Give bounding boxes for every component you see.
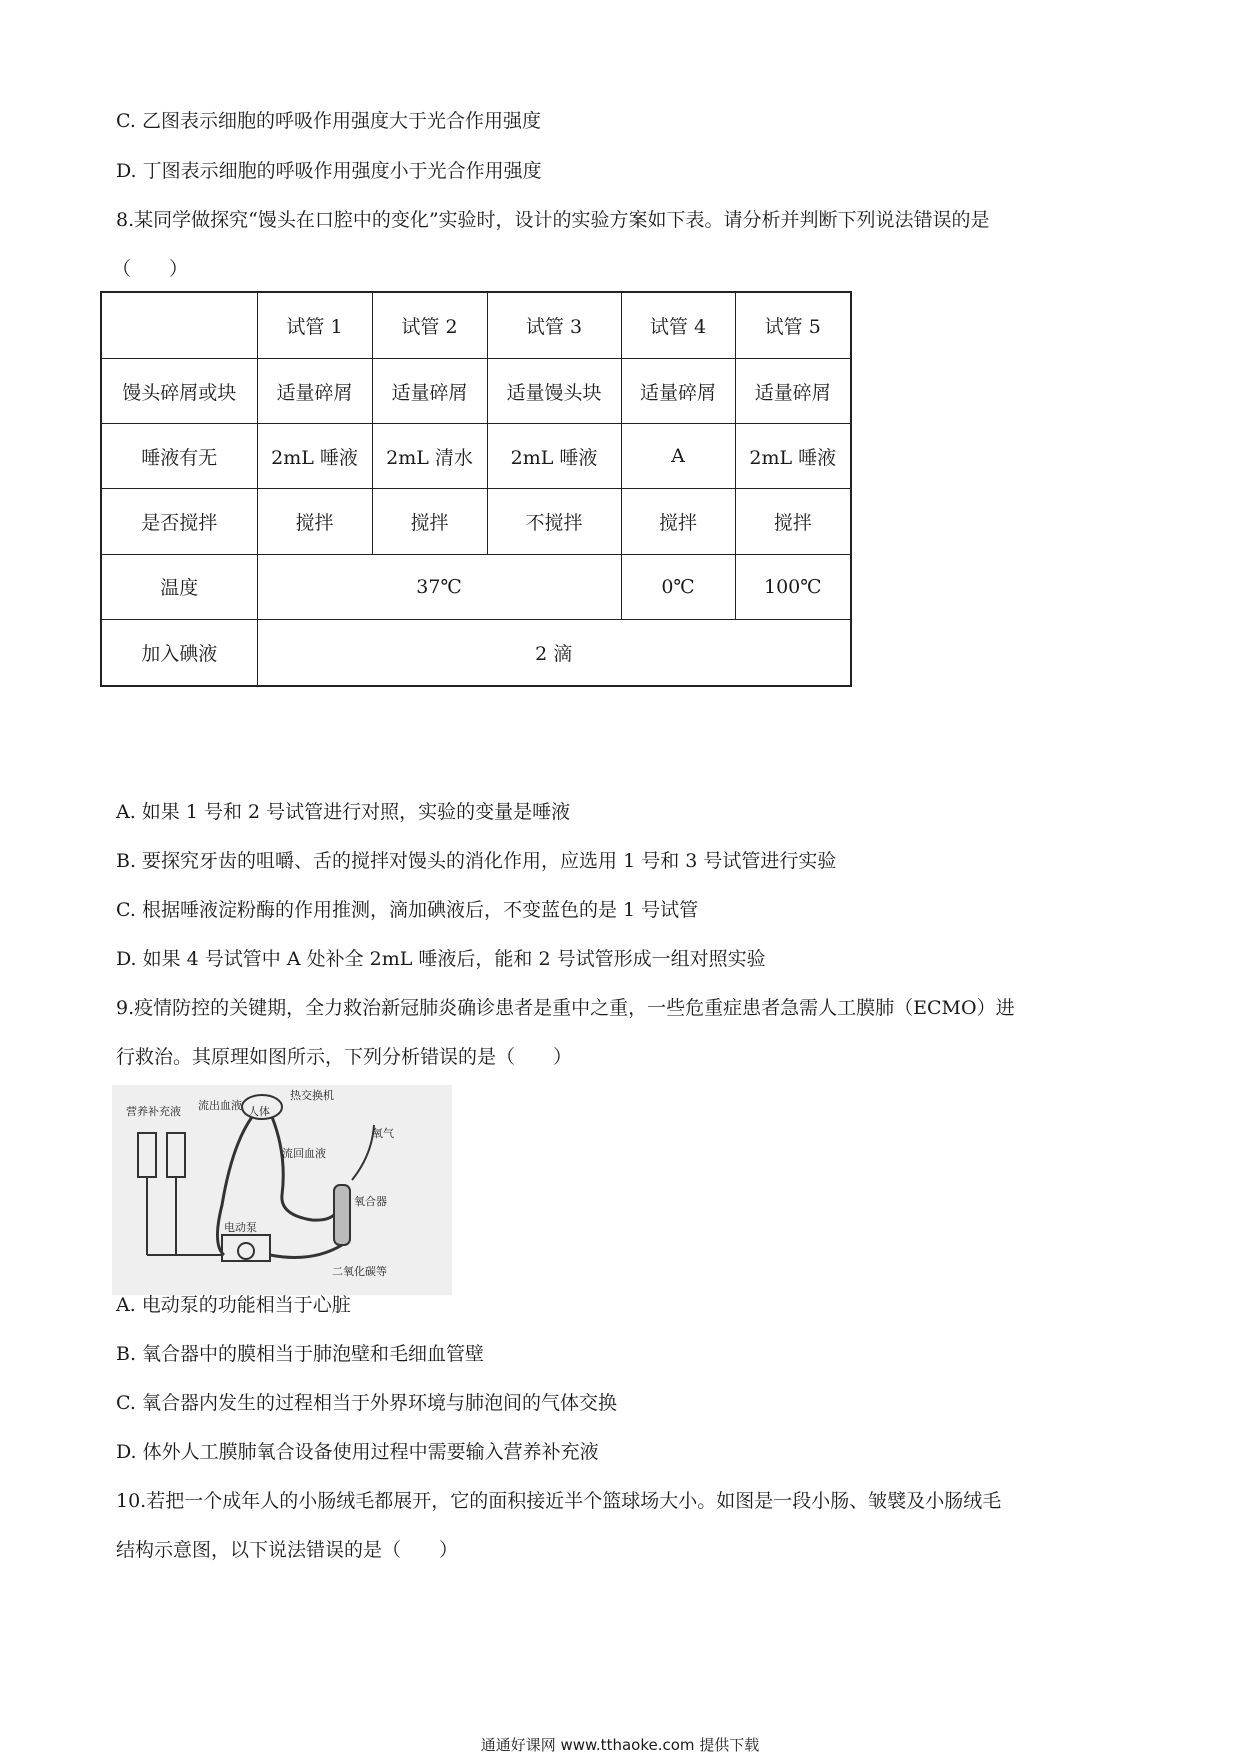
- table-cell: 37℃: [257, 554, 621, 619]
- table-cell: 适量碎屑: [372, 358, 487, 423]
- table-cell: 搅拌: [621, 489, 735, 554]
- label-pump: 电动泵: [224, 1221, 257, 1234]
- q7-option-c: C. 乙图表示细胞的呼吸作用强度大于光合作用强度: [116, 110, 541, 132]
- nutrient-bottle-2: [167, 1133, 185, 1177]
- q9-option-c: C. 氧合器内发生的过程相当于外界环境与肺泡间的气体交换: [116, 1392, 617, 1414]
- table-row: [101, 424, 851, 489]
- table-header-row: [101, 292, 851, 358]
- table-row: [101, 554, 851, 619]
- table-cell: 加入碘液: [101, 620, 257, 687]
- table-cell: 2mL 清水: [372, 424, 487, 489]
- table-cell: 2mL 唾液: [735, 424, 851, 489]
- return-tube: [272, 1117, 334, 1220]
- oxygenator-icon: [334, 1185, 350, 1245]
- pump-icon: [222, 1235, 270, 1261]
- label-oxygen: 氧气: [372, 1127, 394, 1140]
- label-outflow: 流出血液: [198, 1099, 242, 1112]
- table-cell: 是否搅拌: [101, 489, 257, 554]
- table-cell: 0℃: [621, 554, 735, 619]
- table-cell: 适量碎屑: [735, 358, 851, 423]
- table-cell: 温度: [101, 554, 257, 619]
- q8-answer-blank: （ ）: [112, 258, 189, 280]
- q9-option-d: D. 体外人工膜肺氧合设备使用过程中需要输入营养补充液: [116, 1441, 599, 1463]
- table-cell: 适量馒头块: [487, 358, 621, 423]
- q7-option-d: D. 丁图表示细胞的呼吸作用强度小于光合作用强度: [116, 160, 542, 182]
- table-cell: 试管 4: [621, 292, 735, 358]
- q9-stem-cont: 行救治。其原理如图所示，下列分析错误的是（ ）: [116, 1046, 573, 1068]
- table-cell: 搅拌: [372, 489, 487, 554]
- q10-stem: 10.若把一个成年人的小肠绒毛都展开，它的面积接近半个篮球场大小。如图是一段小肠、皱襞及小肠绒毛: [116, 1490, 1002, 1512]
- nutrient-bottle-1: [138, 1133, 156, 1177]
- table-cell: 搅拌: [257, 489, 372, 554]
- table-cell: 馒头碎屑或块: [101, 358, 257, 423]
- label-body: 人体: [248, 1105, 270, 1118]
- table-row: [101, 358, 851, 423]
- q9-option-a: A. 电动泵的功能相当于心脏: [116, 1294, 351, 1316]
- ecmo-diagram: [112, 1085, 452, 1295]
- label-return: 流回血液: [282, 1147, 326, 1160]
- table-cell: 试管 5: [735, 292, 851, 358]
- table-cell: A: [621, 424, 735, 489]
- table-cell: 2 滴: [257, 620, 851, 687]
- table-cell: 2mL 唾液: [487, 424, 621, 489]
- table-cell: 2mL 唾液: [257, 424, 372, 489]
- q8-option-a: A. 如果 1 号和 2 号试管进行对照，实验的变量是唾液: [116, 801, 571, 823]
- q8-option-d: D. 如果 4 号试管中 A 处补全 2mL 唾液后，能和 2 号试管形成一组对照实验: [116, 948, 766, 970]
- table-row: [101, 620, 851, 687]
- label-oxygenator: 氧合器: [354, 1195, 387, 1208]
- q10-stem-cont: 结构示意图，以下说法错误的是（ ）: [116, 1539, 459, 1561]
- table-row: [101, 489, 851, 554]
- q8-option-c: C. 根据唾液淀粉酶的作用推测，滴加碘液后，不变蓝色的是 1 号试管: [116, 899, 699, 921]
- table-cell: 搅拌: [735, 489, 851, 554]
- table-cell: [101, 292, 257, 358]
- table-cell: 试管 1: [257, 292, 372, 358]
- experiment-table: [100, 291, 852, 687]
- table-cell: 不搅拌: [487, 489, 621, 554]
- q9-stem: 9.疫情防控的关键期，全力救治新冠肺炎确诊患者是重中之重，一些危重症患者急需人工膜肺（ECMO）进: [116, 997, 1015, 1019]
- table-cell: 100℃: [735, 554, 851, 619]
- ecmo-diagram-svg: [112, 1085, 452, 1295]
- q9-option-b: B. 氧合器中的膜相当于肺泡壁和毛细血管壁: [116, 1343, 485, 1365]
- label-nutrient: 营养补充液: [126, 1105, 181, 1118]
- table-cell: 试管 2: [372, 292, 487, 358]
- q8-option-b: B. 要探究牙齿的咀嚼、舌的搅拌对馒头的消化作用，应选用 1 号和 3 号试管进行实验: [116, 850, 837, 872]
- table-cell: 适量碎屑: [621, 358, 735, 423]
- label-heat-exchanger: 热交换机: [290, 1089, 334, 1102]
- label-co2: 二氧化碳等: [332, 1265, 387, 1278]
- page-footer: 通通好课网 www.tthaoke.com 提供下载: [480, 1736, 760, 1754]
- table-cell: 唾液有无: [101, 424, 257, 489]
- table-cell: 试管 3: [487, 292, 621, 358]
- table-cell: 适量碎屑: [257, 358, 372, 423]
- q8-stem: 8.某同学做探究“馒头在口腔中的变化”实验时，设计的实验方案如下表。请分析并判断下列说法错误的是: [116, 209, 990, 231]
